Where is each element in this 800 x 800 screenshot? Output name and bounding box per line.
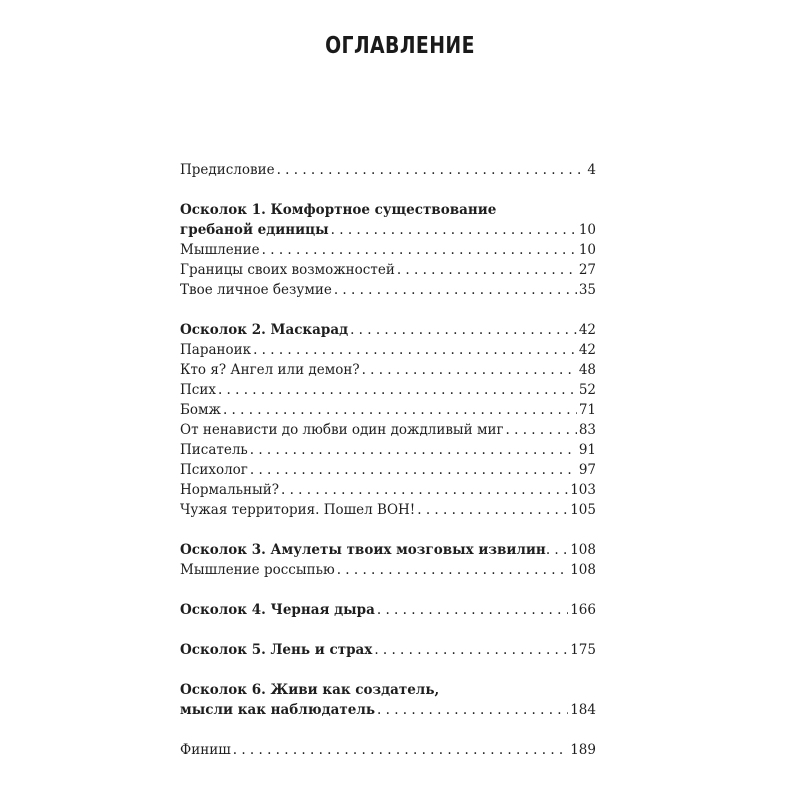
- toc-chapter-label: мысли как наблюдатель: [180, 702, 376, 718]
- toc-entry-label: Финиш: [180, 742, 231, 758]
- dot-leader: [262, 240, 577, 260]
- dot-leader: [362, 360, 577, 380]
- toc-entry: [180, 380, 596, 400]
- toc-entry-page: 48: [578, 362, 596, 378]
- toc-chapter-4: [180, 600, 596, 620]
- toc-entry-label: Границы своих возможностей: [180, 262, 395, 278]
- toc-entry: [180, 500, 596, 520]
- toc-chapter-label: Осколок 1. Комфортное существование: [180, 202, 497, 218]
- toc-entry-page: 42: [578, 342, 596, 358]
- table-of-contents: [180, 160, 596, 760]
- dot-leader: [223, 400, 577, 420]
- dot-leader: [546, 540, 570, 560]
- dot-leader: [218, 380, 577, 400]
- toc-entry: [180, 280, 596, 300]
- toc-chapter-page: 108: [570, 542, 596, 558]
- toc-entry-page: 91: [578, 442, 596, 458]
- toc-entry-label: От ненависти до любви один дождливый миг: [180, 422, 504, 438]
- toc-entry-page: 103: [570, 482, 596, 498]
- toc-entry-page: 83: [578, 422, 596, 438]
- toc-entry-label: Психолог: [180, 462, 248, 478]
- dot-leader: [277, 160, 586, 180]
- toc-entry-label: Твое личное безумие: [180, 282, 332, 298]
- toc-chapter-1-line2: [180, 220, 596, 240]
- toc-chapter-label: Осколок 4. Черная дыра: [180, 602, 375, 618]
- toc-chapter-6-line2: [180, 700, 596, 720]
- toc-chapter-6-line1: [180, 680, 596, 700]
- page-title: ОГЛАВЛЕНИЕ: [325, 33, 475, 59]
- toc-chapter-page: 10: [578, 222, 596, 238]
- toc-entry: [180, 360, 596, 380]
- toc-entry-page: 10: [578, 242, 596, 258]
- toc-entry-label: Чужая территория. Пошел ВОН!: [180, 502, 416, 518]
- toc-entry: [180, 560, 596, 580]
- toc-entry: [180, 400, 596, 420]
- toc-chapter-label: Осколок 5. Лень и страх: [180, 642, 373, 658]
- toc-entry-page: 27: [578, 262, 596, 278]
- toc-chapter-5: [180, 640, 596, 660]
- toc-entry: [180, 340, 596, 360]
- toc-entry-label: Кто я? Ангел или демон?: [180, 362, 360, 378]
- toc-entry-label: Мышление: [180, 242, 260, 258]
- dot-leader: [397, 260, 577, 280]
- toc-chapter-label: Осколок 3. Амулеты твоих мозговых извилин: [180, 542, 546, 558]
- toc-entry-page: 189: [570, 742, 596, 758]
- dot-leader: [334, 280, 577, 300]
- dot-leader: [417, 500, 568, 520]
- toc-chapter-1-line1: [180, 200, 596, 220]
- dot-leader: [281, 480, 568, 500]
- dot-leader: [506, 420, 577, 440]
- toc-entry-label: Мышление россыпью: [180, 562, 335, 578]
- toc-chapter-page: 166: [570, 602, 596, 618]
- toc-entry-label: Писатель: [180, 442, 248, 458]
- toc-entry-page: 97: [578, 462, 596, 478]
- toc-entry-label: Псих: [180, 382, 216, 398]
- toc-entry: [180, 420, 596, 440]
- toc-chapter-label: Осколок 2. Маскарад: [180, 322, 349, 338]
- toc-entry-page: 52: [578, 382, 596, 398]
- dot-leader: [233, 740, 568, 760]
- toc-entry: [180, 440, 596, 460]
- toc-chapter-2: [180, 320, 596, 340]
- toc-entry-finish: [180, 740, 596, 760]
- dot-leader: [253, 340, 577, 360]
- toc-entry: [180, 260, 596, 280]
- dot-leader: [377, 600, 568, 620]
- toc-entry-page: 4: [587, 162, 596, 178]
- dot-leader: [250, 440, 577, 460]
- dot-leader: [337, 560, 569, 580]
- dot-leader: [374, 640, 568, 660]
- toc-chapter-page: 175: [570, 642, 596, 658]
- toc-entry-page: 105: [570, 502, 596, 518]
- dot-leader: [377, 700, 568, 720]
- toc-entry-page: 108: [570, 562, 596, 578]
- toc-chapter-label: Осколок 6. Живи как создатель,: [180, 682, 440, 698]
- dot-leader: [250, 460, 577, 480]
- toc-entry-label: Параноик: [180, 342, 252, 358]
- toc-entry-preface: [180, 160, 596, 180]
- toc-chapter-page: 42: [578, 322, 596, 338]
- toc-entry: [180, 480, 596, 500]
- toc-chapter-3: [180, 540, 596, 560]
- toc-entry-label: Бомж: [180, 402, 221, 418]
- toc-entry-page: 71: [578, 402, 596, 418]
- dot-leader: [350, 320, 577, 340]
- dot-leader: [331, 220, 577, 240]
- toc-entry: [180, 460, 596, 480]
- toc-entry: [180, 240, 596, 260]
- toc-chapter-label: гребаной единицы: [180, 222, 329, 238]
- toc-entry-label: Предисловие: [180, 162, 275, 178]
- toc-entry-page: 35: [578, 282, 596, 298]
- toc-entry-label: Нормальный?: [180, 482, 279, 498]
- toc-chapter-page: 184: [570, 702, 596, 718]
